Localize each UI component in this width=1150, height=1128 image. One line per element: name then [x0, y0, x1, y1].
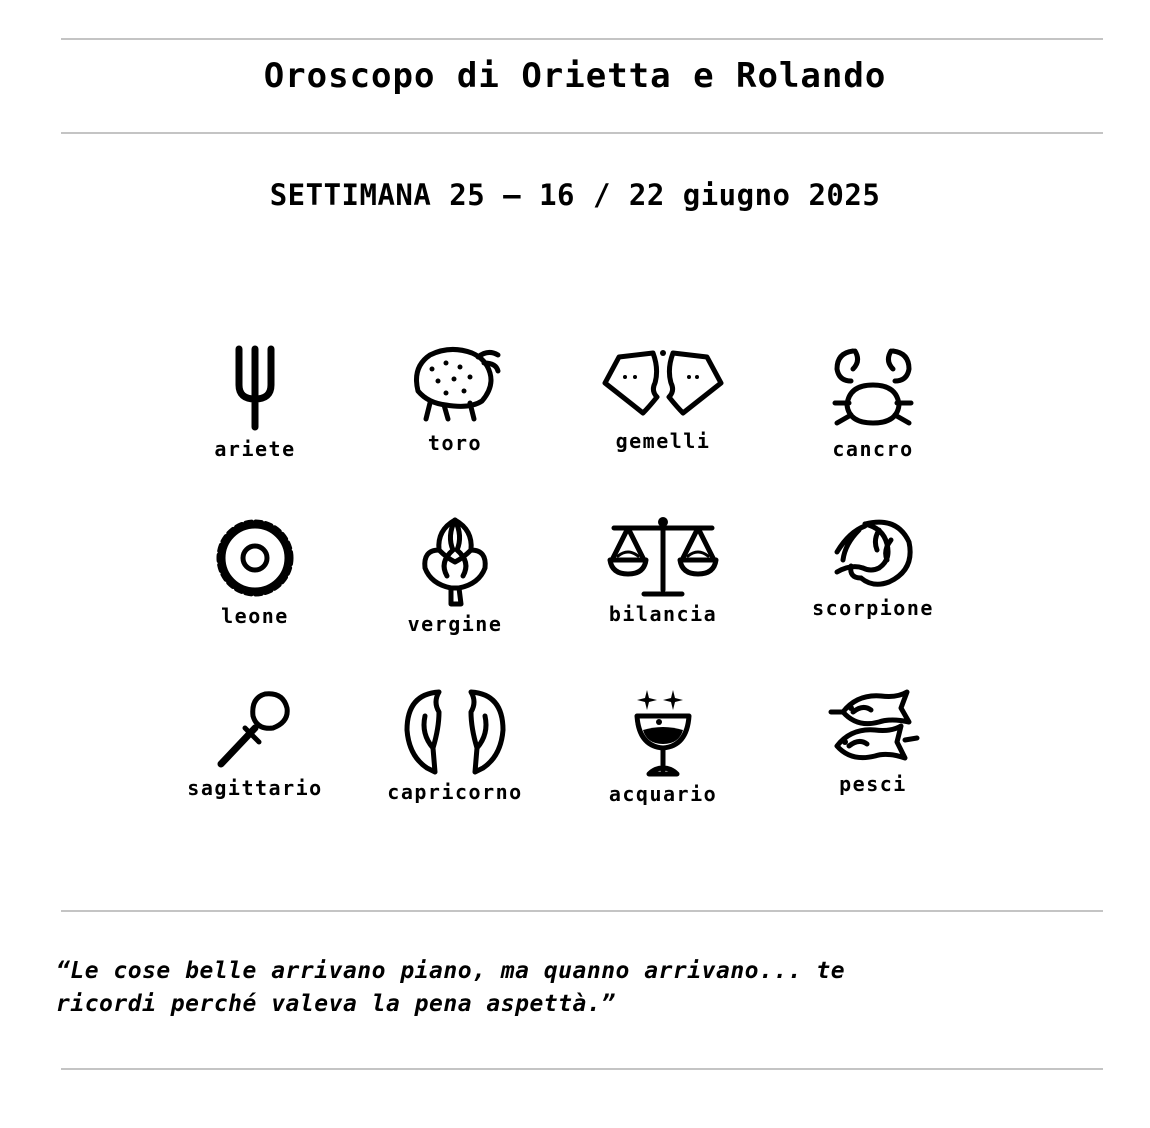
- sign-sagittario: [155, 688, 355, 800]
- closing-quote: [56, 955, 1056, 1021]
- sign-gemelli: [563, 343, 763, 453]
- week-heading: SETTIMANA 25 – 16 / 22 giugno 2025: [269, 178, 881, 212]
- strawberry-icon: [408, 343, 502, 427]
- sign-label: scorpione: [812, 596, 934, 620]
- quote-line-2: ricordi perché valeva la pena aspettà.”: [56, 991, 616, 1017]
- sign-label: ariete: [214, 437, 296, 461]
- bottom-divider: [61, 1068, 1103, 1070]
- scales-icon: [606, 516, 720, 598]
- sign-ariete: [155, 343, 355, 461]
- sign-toro: [355, 343, 555, 455]
- fork-icon: [210, 343, 300, 433]
- sign-label: toro: [427, 431, 483, 455]
- sign-cancro: [773, 343, 973, 461]
- sign-label: acquario: [608, 782, 718, 806]
- lobster-claws-icon: [403, 688, 507, 776]
- crab-icon: [831, 343, 915, 433]
- shrimp-icon: [831, 516, 915, 592]
- sign-vergine: [355, 516, 555, 636]
- sign-scorpione: [773, 516, 973, 620]
- page-title: Oroscopo di Orietta e Rolando: [263, 56, 887, 96]
- sign-label: gemelli: [615, 429, 711, 453]
- title-divider: [61, 132, 1103, 134]
- sign-label: leone: [221, 604, 289, 628]
- sign-label: bilancia: [608, 602, 718, 626]
- fish-icon: [827, 688, 919, 768]
- sign-acquario: [563, 688, 763, 806]
- sign-capricorno: [355, 688, 555, 804]
- skewer-icon: [213, 688, 297, 772]
- sign-bilancia: [563, 516, 763, 626]
- sign-leone: [155, 516, 355, 628]
- top-divider: [61, 38, 1103, 40]
- sign-label: cancro: [832, 437, 914, 461]
- cookie-icon: [213, 516, 297, 600]
- cocktail-glass-icon: [633, 688, 693, 778]
- sign-label: sagittario: [187, 776, 323, 800]
- sign-label: vergine: [407, 612, 503, 636]
- quote-divider: [61, 910, 1103, 912]
- artichoke-icon: [417, 516, 493, 608]
- quote-line-1: “Le cose belle arrivano piano, ma quanno arrivano... te: [56, 958, 846, 984]
- sign-pesci: [773, 688, 973, 796]
- cheese-icon: [601, 343, 725, 425]
- sign-label: capricorno: [387, 780, 523, 804]
- sign-label: pesci: [839, 772, 907, 796]
